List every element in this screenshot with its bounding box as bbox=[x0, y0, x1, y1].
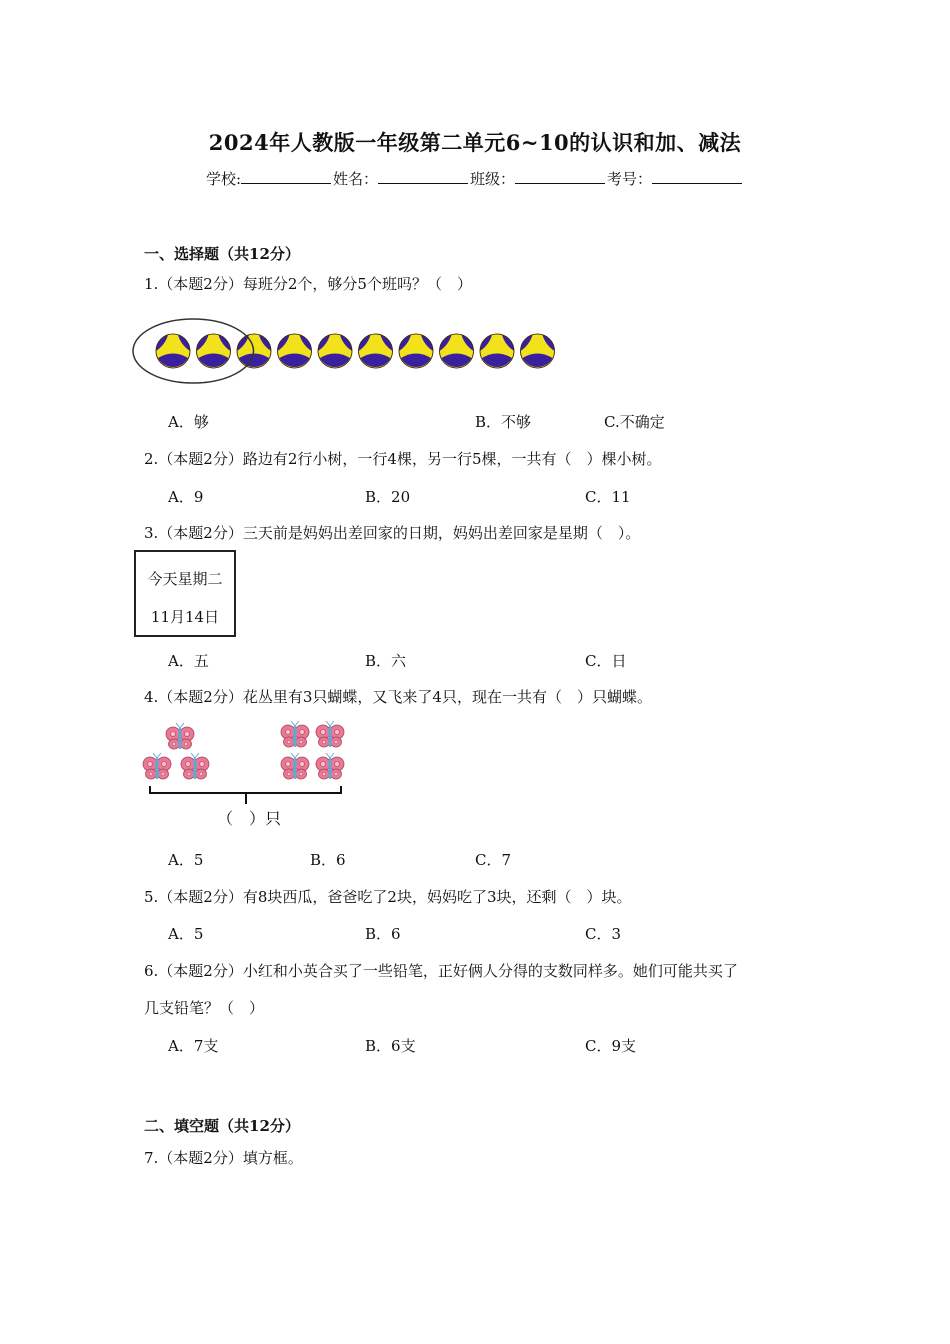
ball bbox=[399, 334, 433, 368]
butterfly bbox=[316, 721, 344, 747]
ball bbox=[440, 334, 474, 368]
name-label: 姓名： bbox=[333, 170, 379, 188]
section1-heading: 一、选择题（共12分） bbox=[144, 245, 300, 263]
exam-no-label: 考号： bbox=[607, 170, 653, 188]
date-box-weekday: 今天星期二 bbox=[147, 570, 223, 588]
q6-option-c[interactable]: C．9支 bbox=[585, 1037, 637, 1055]
q6-text-line1: 6.（本题2分）小红和小英合买了一些铅笔，正好俩人分得的支数同样多。她们可能共买了 bbox=[144, 962, 738, 980]
section2-heading: 二、填空题（共12分） bbox=[144, 1117, 300, 1135]
q6-option-b[interactable]: B．6支 bbox=[365, 1037, 416, 1055]
q4-option-b[interactable]: B．6 bbox=[310, 851, 346, 869]
ball bbox=[318, 334, 352, 368]
q7-text: 7.（本题2分）填方框。 bbox=[144, 1149, 303, 1167]
butterfly bbox=[281, 721, 309, 747]
total-brace bbox=[150, 786, 341, 804]
q3-option-b[interactable]: B．六 bbox=[365, 652, 407, 670]
q2-option-b[interactable]: B．20 bbox=[365, 488, 411, 506]
butterfly bbox=[181, 753, 209, 779]
name-blank[interactable] bbox=[378, 169, 468, 184]
q4-text: 4.（本题2分）花丛里有3只蝴蝶，又飞来了4只，现在一共有（ ）只蝴蝶。 bbox=[144, 688, 652, 706]
butterfly bbox=[143, 753, 171, 779]
q4-option-a[interactable]: A．5 bbox=[168, 851, 204, 869]
student-info-line bbox=[0, 168, 950, 189]
balls-illustration bbox=[150, 315, 570, 385]
butterfly bbox=[166, 723, 194, 749]
brace-label: （ ）只 bbox=[217, 809, 282, 828]
q1-option-a[interactable]: A．够 bbox=[168, 413, 209, 431]
q5-option-c[interactable]: C．3 bbox=[585, 925, 622, 943]
q1-option-b[interactable]: B．不够 bbox=[475, 413, 532, 431]
q2-option-c[interactable]: C．11 bbox=[585, 488, 631, 506]
q6-option-a[interactable]: A．7支 bbox=[168, 1037, 219, 1055]
school-blank[interactable] bbox=[241, 169, 331, 184]
page-title: 2024年人教版一年级第二单元6~10的认识和加、减法 bbox=[208, 130, 742, 155]
circled-group-ring bbox=[133, 319, 254, 383]
butterfly bbox=[281, 753, 309, 779]
q3-option-a[interactable]: A．五 bbox=[168, 652, 209, 670]
q1-option-c[interactable]: C.不确定 bbox=[604, 413, 665, 431]
school-label: 学校: bbox=[205, 170, 241, 188]
q6-text-line2: 几支铅笔？（ ） bbox=[144, 999, 265, 1017]
q4-option-c[interactable]: C．7 bbox=[475, 851, 512, 869]
q5-option-b[interactable]: B．6 bbox=[365, 925, 401, 943]
ball bbox=[521, 334, 555, 368]
date-box-date: 11月14日 bbox=[150, 608, 220, 626]
ball bbox=[197, 334, 231, 368]
butterfly bbox=[316, 753, 344, 779]
class-label: 班级： bbox=[470, 170, 516, 188]
q5-option-a[interactable]: A．5 bbox=[168, 925, 204, 943]
class-blank[interactable] bbox=[515, 169, 605, 184]
exam-no-blank[interactable] bbox=[652, 169, 742, 184]
q2-text: 2.（本题2分）路边有2行小树，一行4棵，另一行5棵，一共有（ ）棵小树。 bbox=[144, 450, 662, 468]
q3-option-c[interactable]: C．日 bbox=[585, 652, 627, 670]
q3-text: 3.（本题2分）三天前是妈妈出差回家的日期，妈妈出差回家是星期（ ）。 bbox=[144, 524, 641, 542]
q5-text: 5.（本题2分）有8块西瓜，爸爸吃了2块，妈妈吃了3块，还剩（ ）块。 bbox=[144, 888, 632, 906]
q1-text: 1.（本题2分）每班分2个，够分5个班吗？（ ） bbox=[144, 275, 472, 293]
ball bbox=[156, 334, 190, 368]
ball bbox=[480, 334, 514, 368]
ball bbox=[278, 334, 312, 368]
date-box bbox=[134, 550, 236, 637]
q2-option-a[interactable]: A．9 bbox=[168, 488, 204, 506]
ball bbox=[359, 334, 393, 368]
